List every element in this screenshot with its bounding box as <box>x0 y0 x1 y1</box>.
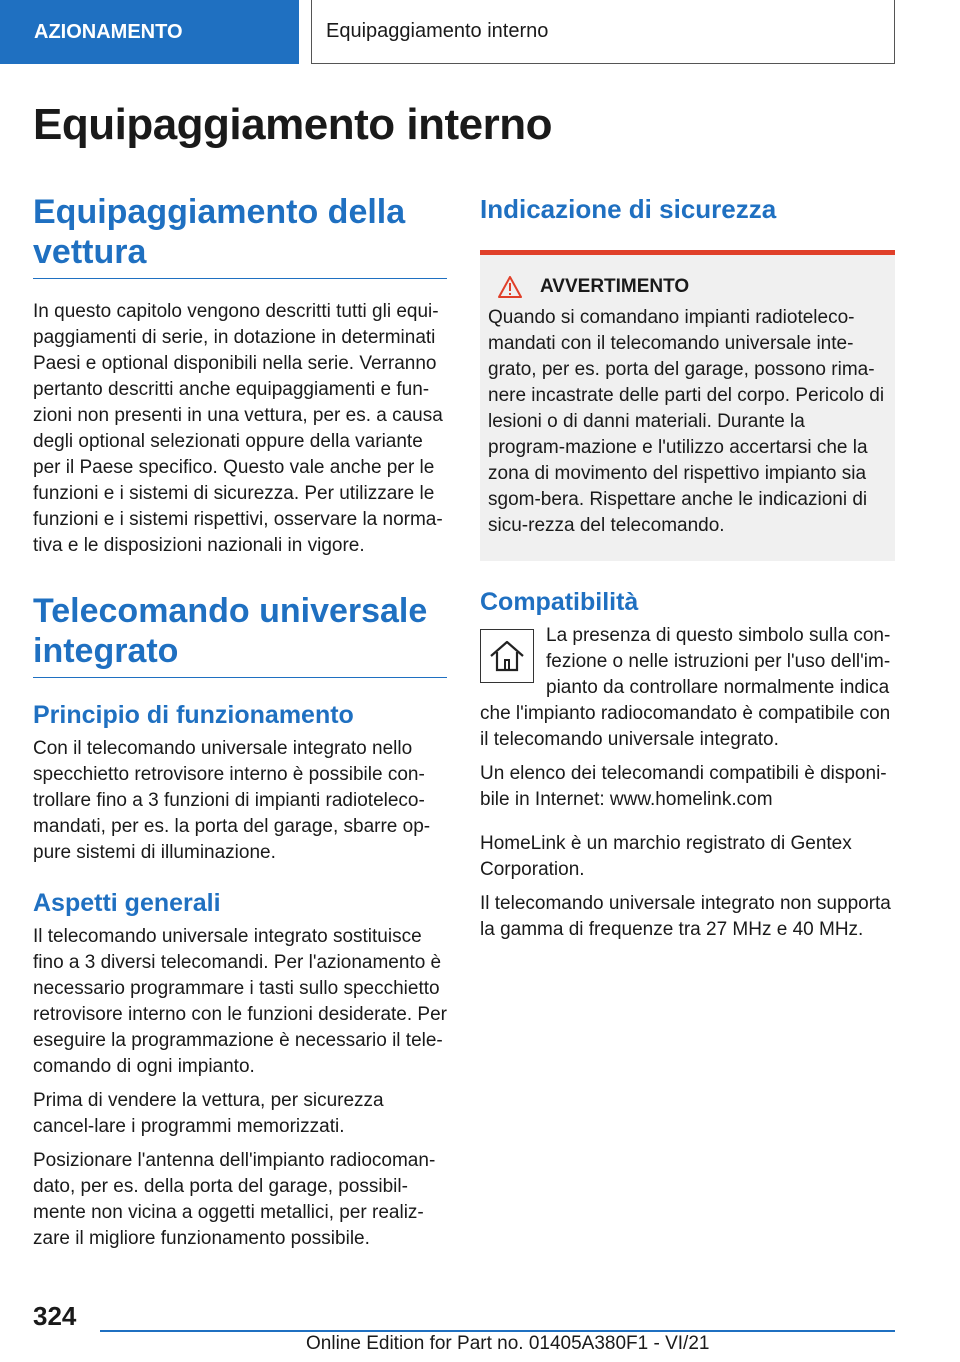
paragraph-general-3: Posizionare l'antenna dell'impianto radiocoman-dato, per es. della porta del garage, possibil-mente non vicina a oggetti metallici, per realiz-zare il migliore funzionamento possibile. <box>33 1150 436 1249</box>
right-column <box>480 192 895 943</box>
section-tab-label: AZIONAMENTO <box>34 20 183 43</box>
footer-divider <box>100 1330 895 1332</box>
warning-text: Quando si comandano impianti radioteleco-mandati con il telecomando universale inte-grato, per es. porta del garage, possono rima-nere incastrate delle parti del corpo. Pericolo di lesioni o di danni materiali. Durante la program-mazione e l'utilizzo accertarsi che la zona di movimento del rispettivo impianto sia sgom-bera. Rispettare anche le indicazioni di sicu-rezza del telecomando. <box>488 307 885 536</box>
paragraph-vehicle-equipment: In questo capitolo vengono descritti tutti gli equi-paggiamenti di serie, in dotazione in determinati Paesi e optional disponibili nella serie. Verranno pertanto descritti anche equipaggiamenti e fun-zioni non presenti in una vettura, per es. a causa degli optional selezionati oppure della variante per il Paese specifico. Questo vale anche per le funzioni e i sistemi di sicurezza. Per utilizzare le funzioni e i sistemi rispettivi, osservare la norma-tiva e le disposizioni nazionali in vigore. <box>33 301 443 556</box>
paragraph-general-2: Prima di vendere la vettura, per sicurezza cancel-lare i programmi memorizzati. <box>33 1090 384 1137</box>
left-column <box>33 192 447 1252</box>
page-title: Equipaggiamento interno <box>33 100 552 149</box>
paragraph-compatibility-2: Un elenco dei telecomandi compatibili è disponi-bile in Internet: www.homelink.com <box>480 763 887 810</box>
warning-triangle-icon <box>498 276 522 298</box>
heading-operating-principle: Principio di funzionamento <box>33 701 354 729</box>
paragraph-compatibility-1: La presenza di questo simbolo sulla con-fezione o nelle istruzioni per l'uso dell'im-pianto da controllare normalmente indica che l'impianto radiocomandato è compatibile con il telecomando universale integrato. <box>480 625 891 750</box>
heading-safety-note: Indicazione di sicurezza <box>480 194 777 224</box>
paragraph-general-1: Il telecomando universale integrato sostituisce fino a 3 diversi telecomandi. Per l'azionamento è necessario programmare i tasti sullo specchietto retrovisore interno con le funzioni desiderate. Per eseguire la programmazione è necessario il tele-comando di ogni impianto. <box>33 926 448 1077</box>
heading-universal-remote: Telecomando universale integrato <box>33 591 447 678</box>
heading-general-aspects: Aspetti generali <box>33 889 221 917</box>
compatibility-block <box>480 623 895 753</box>
heading-vehicle-equipment: Equipaggiamento della vettura <box>33 192 447 279</box>
section-tab <box>0 0 299 64</box>
breadcrumb <box>311 0 895 64</box>
heading-compatibility: Compatibilità <box>480 588 639 616</box>
paragraph-compatibility-3: HomeLink è un marchio registrato di Gentex Corporation. <box>480 833 852 880</box>
warning-box <box>480 250 895 561</box>
breadcrumb-label: Equipaggiamento interno <box>326 20 549 42</box>
house-icon <box>480 629 534 683</box>
warning-header <box>498 275 887 299</box>
warning-title: AVVERTIMENTO <box>540 276 690 297</box>
page-number: 324 <box>33 1301 77 1331</box>
footer-edition: Online Edition for Part no. 01405A380F1 - VI/21 <box>306 1333 710 1354</box>
paragraph-compatibility-4: Il telecomando universale integrato non supporta la gamma di frequenze tra 27 MHz e 40 MHz. <box>480 893 891 940</box>
paragraph-operating-principle: Con il telecomando universale integrato nello specchietto retrovisore interno è possibile con-trollare fino a 3 funzioni di impianti radioteleco-mandati, per es. la porta del garage, sbarre op-pure sistemi di illuminazione. <box>33 738 431 863</box>
